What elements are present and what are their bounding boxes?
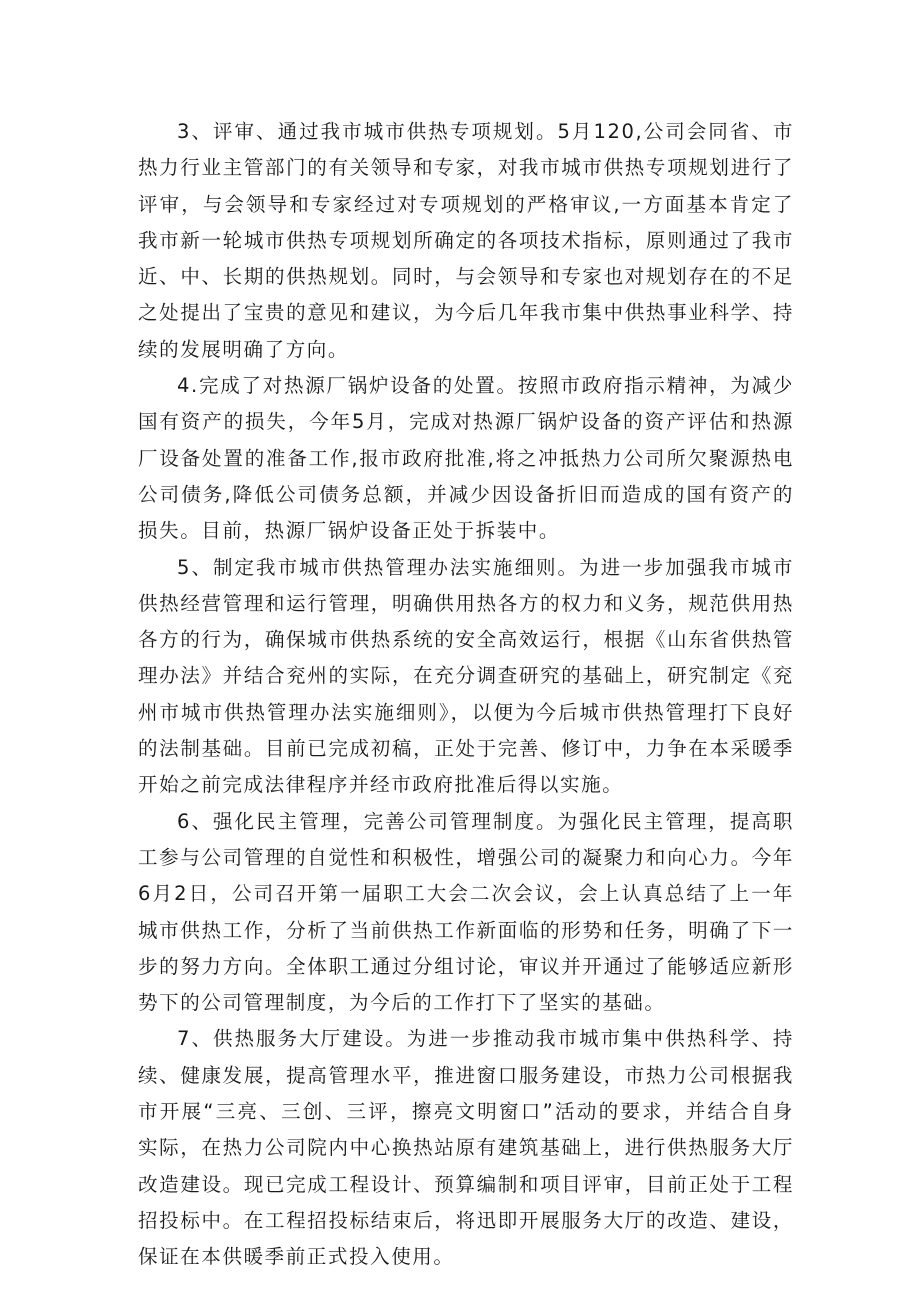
document-body xyxy=(138,114,794,1276)
paragraph-heating-plan-review: 3、评审、通过我市城市供热专项规划。5月120,公司会同省、市热力行业主管部门的有关领导和专家，对我市城市供热专项规划进行了评审，与会领导和专家经过对专项规划的严格审议,一方面基本肯定了我市新一轮城市供热专项规划所确定的各项技术指标，原则通过了我市近、中、长期的供热规划。同时，与会领导和专家也对规划存在的不足之处提出了宝贵的意见和建议，为今后几年我市集中供热事业科学、持续的发展明确了方向。 xyxy=(138,120,794,361)
paragraph-boiler-disposal: 4.完成了对热源厂锅炉设备的处置。按照市政府指示精神，为减少国有资产的损失，今年5月，完成对热源厂锅炉设备的资产评估和热源厂设备处置的准备工作,报市政府批准,将之冲抵热力公司所欠聚源热电公司债务,降低公司债务总额，并减少因设备折旧而造成的国有资产的损失。目前，热源厂锅炉设备正处于拆装中。 xyxy=(138,374,794,543)
paragraph-service-hall: 7、供热服务大厅建设。为进一步推动我市城市集中供热科学、持续、健康发展，提高管理水平，推进窗口服务建设，市热力公司根据我市开展“三亮、三创、三评，擦亮文明窗口”活动的要求，并结合自身实际，在热力公司院内中心换热站原有建筑基础上，进行供热服务大厅改造建设。现已完成工程设计、预算编制和项目评审，目前正处于工程招投标中。在工程招投标结束后，将迅即开展服务大厅的改造、建设，保证在本供暖季前正式投入使用。 xyxy=(138,1027,794,1269)
paragraph-democratic-management: 6、强化民主管理，完善公司管理制度。为强化民主管理，提高职工参与公司管理的自觉性和积极性，增强公司的凝聚力和向心力。今年6月2日，公司召开第一届职工大会二次会议，会上认真总结了上一年城市供热工作，分析了当前供热工作新面临的形势和任务，明确了下一步的努力方向。全体职工通过分组讨论，审议并开通过了能够适应新形势下的公司管理制度，为今后的工作打下了坚实的基础。 xyxy=(138,809,794,1015)
paragraph-management-rules: 5、制定我市城市供热管理办法实施细则。为进一步加强我市城市供热经营管理和运行管理，明确供用热各方的权力和义务，规范供用热各方的行为，确保城市供热系统的安全高效运行，根据《山东省供热管理办法》并结合兖州的实际，在充分调查研究的基础上，研究制定《兖州市城市供热管理办法实施细则》，以便为今后城市供热管理打下良好的法制基础。目前已完成初稿，正处于完善、修订中，力争在本采暖季开始之前完成法律程序并经市政府批准后得以实施。 xyxy=(138,555,794,797)
